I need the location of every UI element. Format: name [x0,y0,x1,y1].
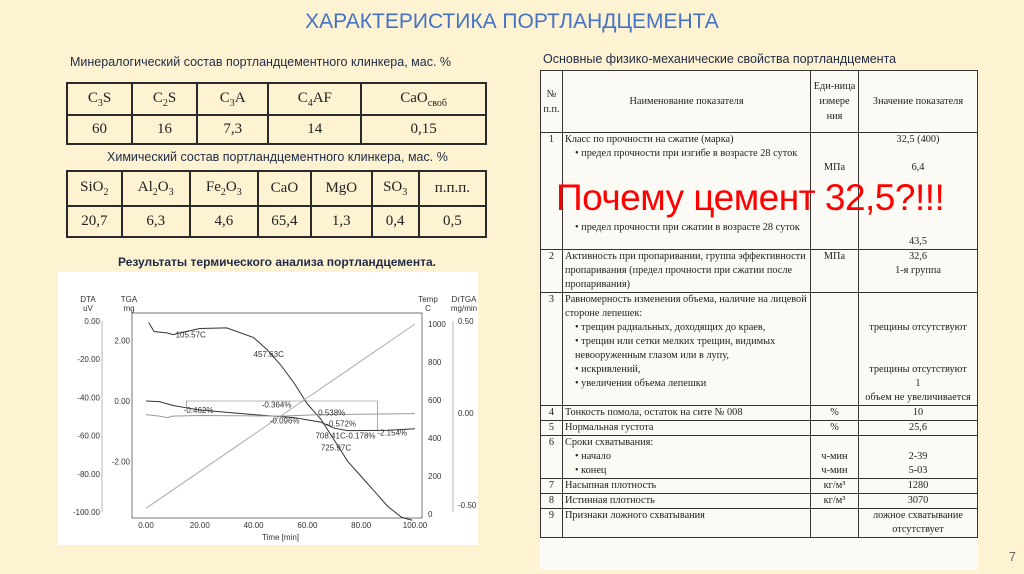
row-unit [811,250,859,293]
x-axis-label: Time [min] [261,533,300,542]
dta-tick-label: -40.00 [77,393,100,403]
mineral-values-row [67,115,486,144]
x-tick-label: 0.00 [138,521,154,530]
temp-axis-label: Temp [418,295,438,304]
formula-text: O [225,178,237,195]
annotation-label: -0.364% [261,400,292,410]
value-line: объем не увеличивается [865,392,971,403]
temp-tick-label: 1000 [428,320,446,329]
annotation-label: -0.096% [269,416,300,426]
row-name [563,250,811,293]
unit-line: МПа [823,251,846,262]
formula-header [132,83,197,115]
formula-text: SO [383,178,403,195]
temp-tick-label: 600 [428,396,442,405]
value-line: 2-39 [908,451,928,462]
value-line: 10 [912,407,924,418]
header-unit: Еди-ница измере ния [811,71,859,133]
unit-line [813,293,856,307]
drtga-tick-label: -0.50 [458,501,477,510]
tga-tick-label: -2.00 [111,457,130,467]
value-line [861,307,975,321]
x-tick-label: 60.00 [297,521,318,530]
properties-table [540,70,978,538]
temp-tick-label: 400 [428,434,442,443]
props-row [541,509,978,538]
props-row [541,406,978,421]
value-cell: 7,3 [197,115,268,144]
x-tick-label: 100.00 [402,521,428,530]
dta-tick-label: 0.00 [84,317,100,326]
name-line: • трещин радиальных, доходящих до краев, [575,322,766,333]
x-tick-label: 40.00 [243,521,264,530]
value-line: 1280 [907,480,929,491]
formula-text: CaO [400,89,428,106]
formula-header [67,171,122,206]
name-line: • увеличения объема лепешки [575,378,707,389]
row-num: 9 [541,509,563,538]
tga-tick-label: 2.00 [114,336,130,346]
name-line: Насыпная плотность [565,480,657,491]
thermal-analysis-chart [58,272,478,545]
overlay-question-text: Почему цемент 32,5?!!! [556,177,945,218]
annotation-label: 457.63C [253,350,284,360]
row-value [859,293,978,406]
row-unit [811,509,859,538]
row-value [859,421,978,436]
props-row [541,250,978,293]
value-cell: 1,3 [311,206,372,237]
subscript: 3 [168,186,174,198]
row-value [859,250,978,293]
row-num: 5 [541,421,563,436]
value-line: 3070 [907,495,929,506]
name-line: Нормальная густота [565,422,654,433]
annotation-label: -0.462% [183,406,214,416]
formula-text: Al [137,178,153,195]
row-name [563,494,811,509]
formula-text: SiO [80,178,104,195]
value-line: 5-03 [908,465,928,476]
value-line: трещины отсутствуют [869,322,967,333]
value-line [861,349,975,363]
row-name [563,436,811,479]
row-unit [811,293,859,406]
value-line [861,293,975,307]
row-unit [811,406,859,421]
formula-text: AF [312,89,332,106]
annotation-label: 708.41C-0.178% [315,431,376,441]
formula-header [197,83,268,115]
props-header-row [541,71,978,133]
value-cell: 20,7 [67,206,122,237]
value-line [861,436,975,450]
subscript: 4 [307,97,313,109]
dta-tick-label: -60.00 [77,431,100,441]
unit-line: МПа [823,162,846,173]
value-line: 43,5 [908,236,928,247]
temp-tick-label: 200 [428,472,442,481]
subscript: 3 [97,97,103,109]
name-line: Истинная плотность [565,495,655,506]
unit-line: ч-мин [821,465,848,476]
tga-axis-label: TGA [120,295,138,304]
drtga-axis-label: DrTGA [451,295,477,304]
value-line [861,147,975,161]
value-line [861,335,975,349]
header-name: Наименование показателя [563,71,811,133]
subscript: 3 [402,186,408,198]
name-line: • конец [575,465,607,476]
props-row [541,494,978,509]
value-cell: 0,5 [419,206,486,237]
x-tick-label: 20.00 [189,521,210,530]
header-num: № п.п. [541,71,563,133]
value-line: 1 [915,378,921,389]
drtga-tick-label: 0.00 [458,409,474,418]
slide-title: ХАРАКТЕРИСТИКА ПОРТЛАНДЦЕМЕНТА [305,10,719,33]
props-row [541,479,978,494]
value-line: 1-я группа [895,265,941,276]
row-num: 1 [541,133,563,250]
temp-tick-label: 0 [428,510,433,519]
x-tick-label: 80.00 [351,521,372,530]
value-cell: 6,3 [122,206,190,237]
drtga-tick-label: 0.50 [458,317,474,326]
row-name [563,421,811,436]
row-name [563,479,811,494]
props-caption: Основные физико-механические свойства портландцемента [543,52,897,66]
row-num: 6 [541,436,563,479]
annotation-label: 0.538% [318,408,346,418]
row-value [859,509,978,538]
formula-header [419,171,486,206]
unit-line: кг/м³ [823,480,846,491]
value-line [861,221,975,235]
name-line: • искривлений, [575,364,641,375]
value-cell: 0,15 [361,115,486,144]
unit-line [813,509,856,523]
value-line: ложное схватывание отсутствует [873,510,963,535]
value-cell: 60 [67,115,132,144]
subscript: 2 [152,186,158,198]
properties-table-image [540,70,978,570]
mineral-header-row [67,83,486,115]
name-line: Тонкость помола, остаток на сите № 008 [565,407,743,418]
unit-line: % [830,422,839,433]
formula-text: CaO [270,179,299,196]
formula-text: A [234,89,246,106]
value-cell: 14 [268,115,361,144]
slide-number: 7 [1008,549,1016,564]
formula-text: C [297,89,308,106]
name-line: • предел прочности при изгибе в возрасте 28 суток [575,148,798,159]
formula-text: п.п.п. [434,179,471,196]
name-line: Равномерность изменения объема, наличие на лицевой стороне лепешек: [565,294,807,319]
formula-text: C [87,89,98,106]
row-num: 3 [541,293,563,406]
chemical-values-row [67,206,486,237]
chemical-caption: Химический состав портландцементного клинкера, мас. % [107,150,448,164]
value-line: 25,6 [908,422,928,433]
row-unit [811,436,859,479]
name-line: • начало [575,451,611,462]
formula-header [372,171,419,206]
row-value [859,494,978,509]
mineral-caption: Минералогический состав портландцементного клинкера, мас. % [70,55,451,69]
unit-line [813,133,856,147]
row-num: 4 [541,406,563,421]
formula-text: S [167,89,177,106]
annotation-label: -0.572% [326,419,357,429]
annotation-label: 725.97C [320,443,352,453]
subscript: 3 [229,97,235,109]
row-value [859,436,978,479]
formula-text: S [102,89,112,106]
chemical-table [66,170,487,238]
formula-header [122,171,190,206]
drtga-axis-label: mg/min [450,304,478,313]
row-unit [811,494,859,509]
subscript: 3 [236,186,242,198]
formula-text: MgO [325,179,358,196]
annotation-label: -2.154% [377,428,408,438]
chemical-header-row [67,171,486,206]
annotation-label: 105.57C [175,330,206,340]
subscript: 2 [162,97,168,109]
row-name [563,293,811,406]
row-name [563,509,811,538]
row-value [859,479,978,494]
formula-header [258,171,311,206]
row-unit [811,421,859,436]
header-value: Значение показателя [859,71,978,133]
formula-text: C [219,89,230,106]
formula-header [190,171,258,206]
props-row [541,421,978,436]
formula-text: C [152,89,163,106]
name-line: • предел прочности при сжатии в возрасте 28 суток [575,222,800,233]
value-line: трещины отсутствуют [869,364,967,375]
unit-line: % [830,407,839,418]
value-cell: 0,4 [372,206,419,237]
tga-axis-label: mg [123,304,135,313]
name-line: Сроки схватывания: [565,437,654,448]
row-unit [811,479,859,494]
unit-line: кг/м³ [823,495,846,506]
mineral-table [66,82,487,145]
unit-line [813,436,856,450]
dta-axis-label: DTA [80,295,96,304]
chart-svg [58,272,478,545]
value-line: 32,5 (400) [896,134,940,145]
temp-axis-label: C [425,304,431,313]
name-line: Активность при пропаривании, группа эффективности пропаривания (предел прочности при сжатии после пропаривания) [565,251,806,290]
value-line: 6,4 [911,162,925,173]
value-cell: 65,4 [258,206,311,237]
subscript: своб [427,97,447,109]
row-num: 2 [541,250,563,293]
dta-tick-label: -20.00 [77,355,100,365]
row-name [563,406,811,421]
formula-text: O [157,178,169,195]
thermal-caption: Результаты термического анализа портландцемента. [118,255,436,269]
formula-header [361,83,486,115]
formula-text: Fe [205,178,221,195]
formula-header [268,83,361,115]
name-line: Класс по прочности на сжатие (марка) [565,134,734,145]
value-cell: 16 [132,115,197,144]
tga-tick-label: 0.00 [114,397,130,406]
dta-tick-label: -80.00 [77,469,100,479]
name-line: Признаки ложного схватывания [565,510,705,521]
formula-header [311,171,372,206]
formula-header [67,83,132,115]
props-row [541,293,978,406]
subscript: 2 [103,186,109,198]
dta-axis-label: uV [83,304,93,313]
unit-line: ч-мин [821,451,848,462]
temp-tick-label: 800 [428,358,442,367]
unit-line [813,147,856,161]
row-num: 8 [541,494,563,509]
subscript: 2 [220,186,226,198]
row-value [859,406,978,421]
dta-tick-label: -100.00 [72,508,100,517]
props-row [541,436,978,479]
row-num: 7 [541,479,563,494]
plot-frame [132,313,422,518]
value-cell: 4,6 [190,206,258,237]
value-line: 32,6 [908,251,928,262]
name-line: • трещин или сетки мелких трещин, видимых невооруженным глазом или в лупу, [575,336,776,361]
